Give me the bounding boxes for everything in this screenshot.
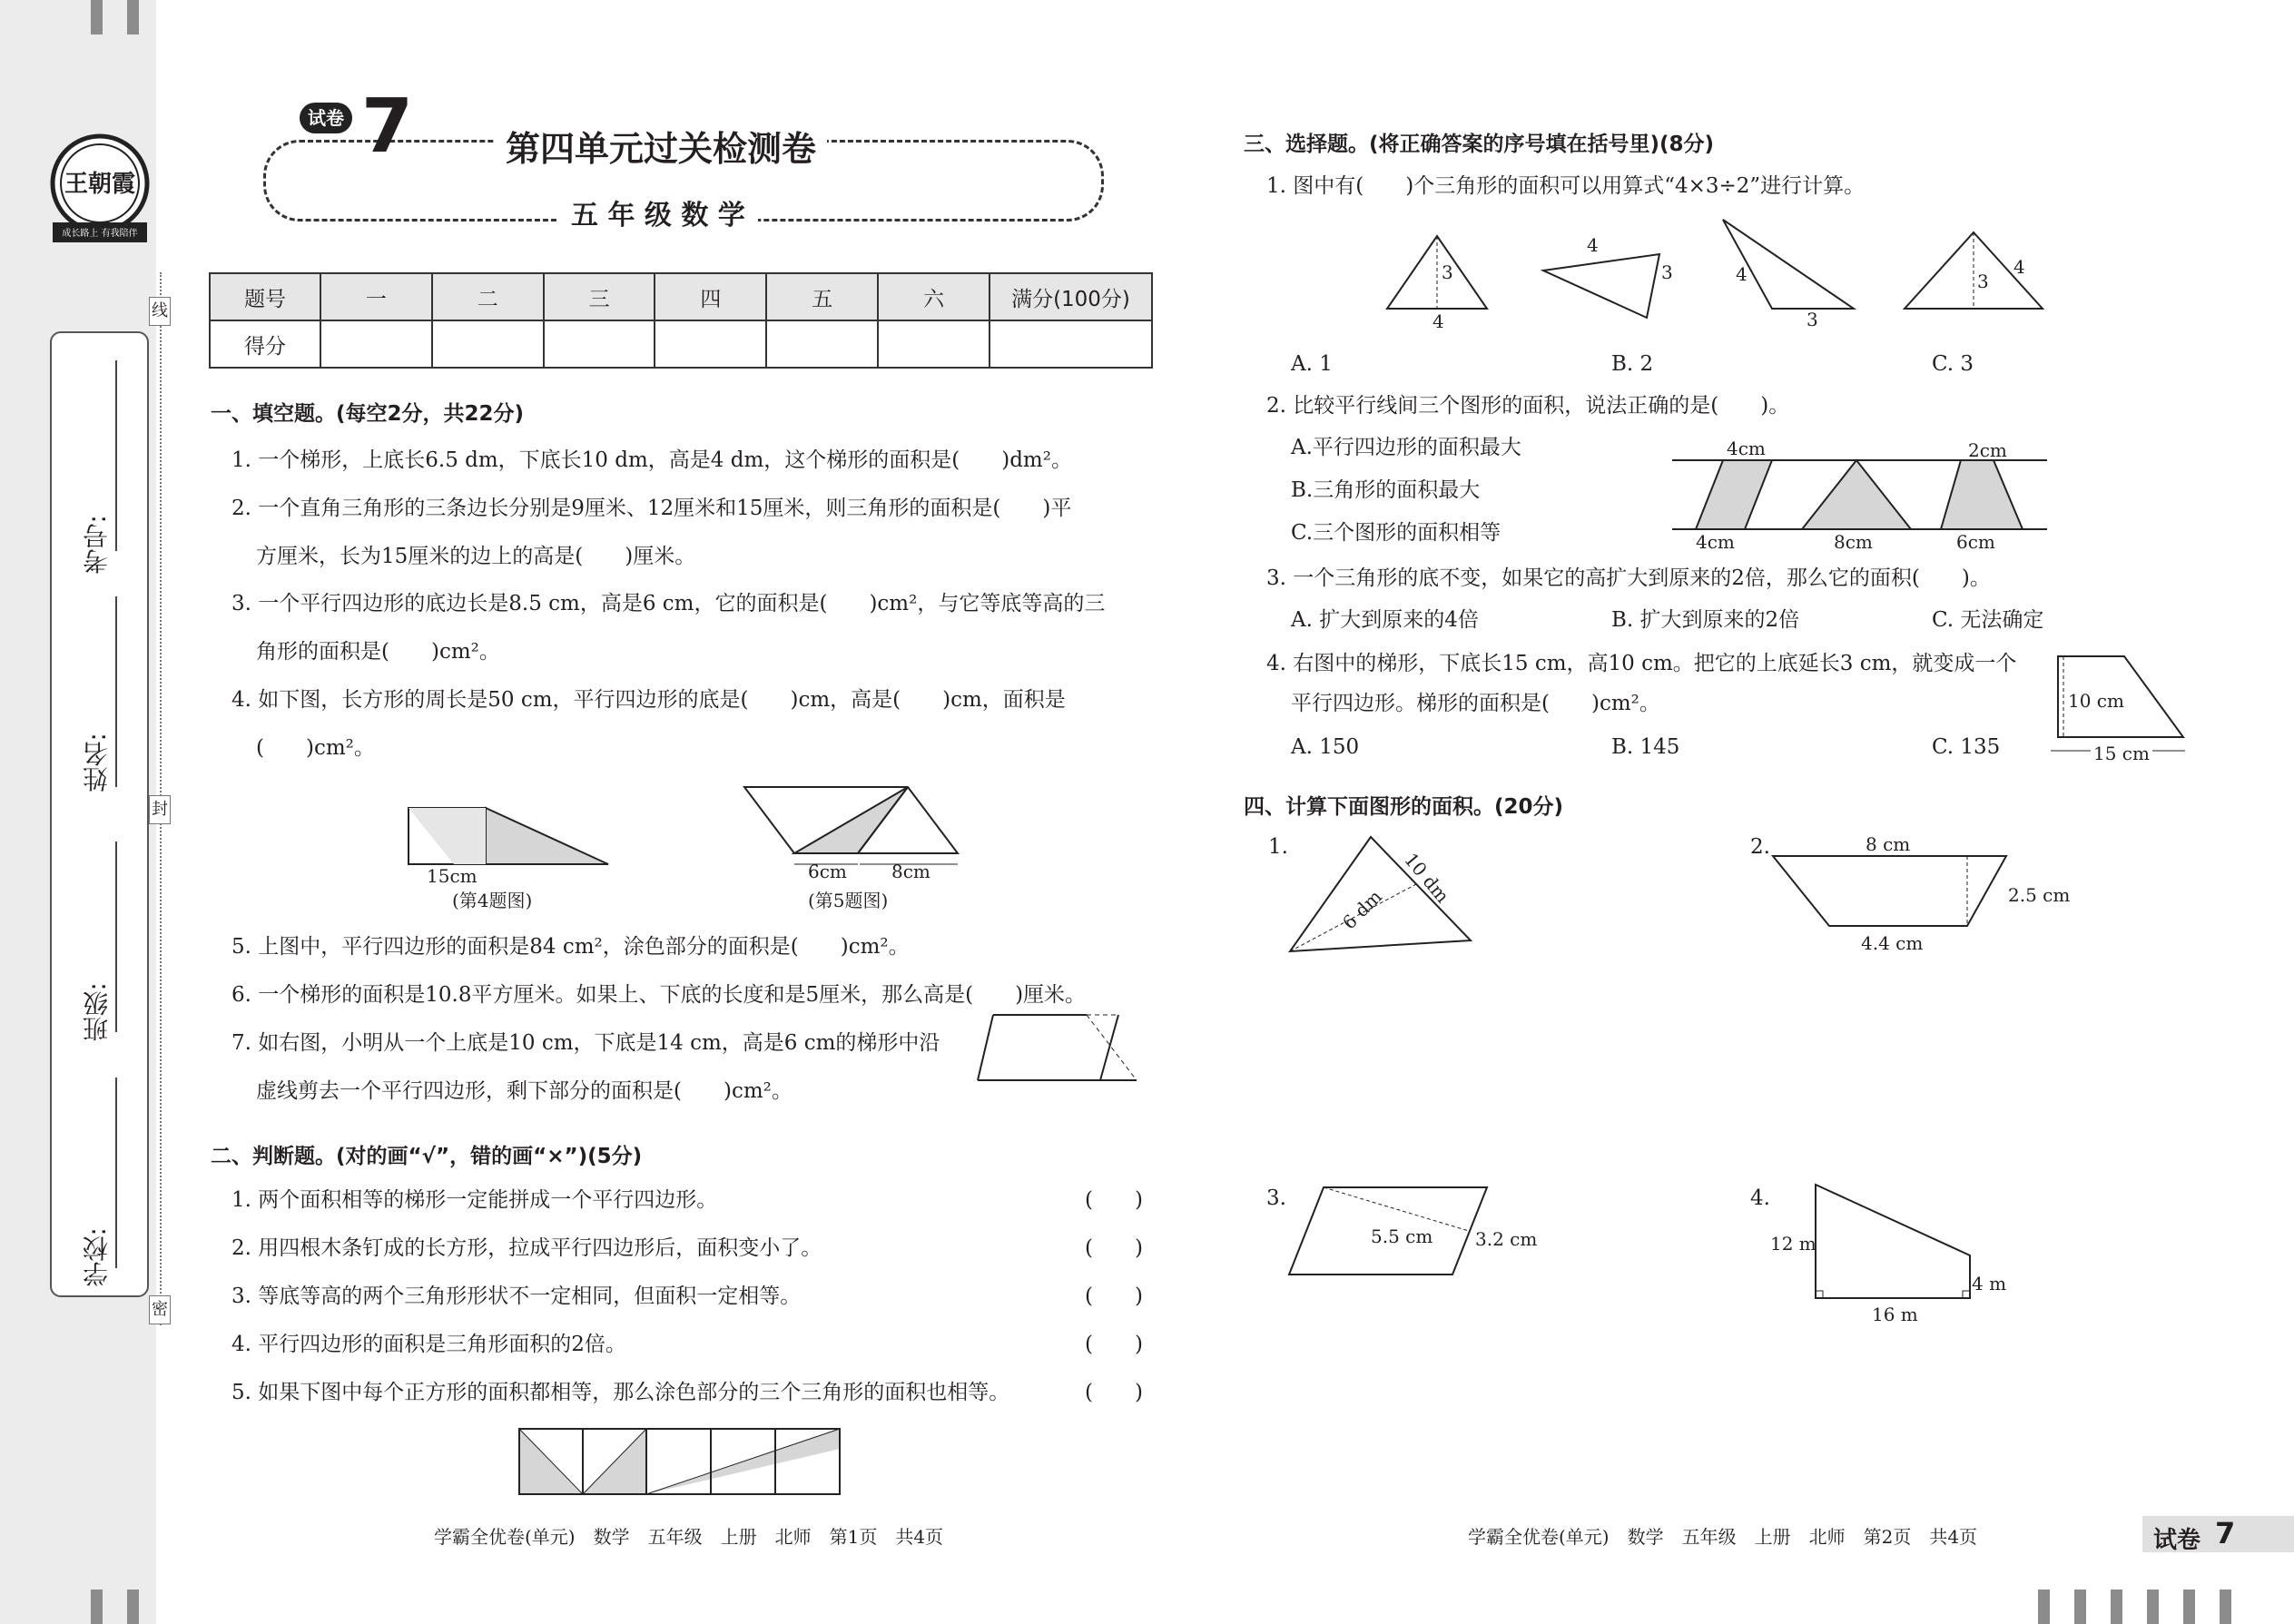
figure-number: 3. (1266, 1186, 1286, 1210)
option[interactable]: A. 扩大到原来的4倍 (1291, 608, 1479, 632)
footer-right: 学霸全优卷(单元) 数学 五年级 上册 北师 第2页 共4页 (1468, 1526, 1978, 1548)
cut-label: 线 (149, 297, 171, 326)
answer-paren[interactable]: ( ) (1085, 1236, 1143, 1260)
fig5-label-a: 6cm (808, 861, 847, 882)
table-cell: 五 (766, 273, 878, 320)
tri-label: 3 (1977, 271, 1989, 292)
score-cell[interactable] (989, 320, 1152, 368)
page-title: 第四单元过关检测卷 (495, 121, 827, 171)
figure-number: 2. (1750, 835, 1770, 859)
option[interactable]: B. 扩大到原来的2倍 (1611, 608, 1800, 632)
option[interactable]: B. 145 (1611, 735, 1680, 759)
page-tag-label: 试卷 (2153, 1527, 2201, 1554)
figure-4-trapezoid (1811, 1180, 1974, 1303)
paper-badge: 试卷 (300, 103, 352, 133)
question-text: 2. 一个直角三角形的三条边长分别是9厘米、12厘米和15厘米，则三角形的面积是( )平 (231, 497, 1072, 520)
gutter-mark (2074, 1590, 2086, 1624)
score-cell[interactable] (320, 320, 432, 368)
class-line[interactable] (115, 842, 117, 1032)
tri-label: 4 (1433, 310, 1444, 332)
gutter-mark (127, 1590, 139, 1624)
option[interactable]: B. 2 (1611, 352, 1654, 376)
figure-number: 1. (1268, 835, 1288, 859)
score-cell[interactable] (655, 320, 766, 368)
question-text: 4. 如下图，长方形的周长是50 cm，平行四边形的底是( )cm，高是( )cm，面积是 (231, 688, 1066, 712)
question-text: 虚线剪去一个平行四边形，剩下部分的面积是( )cm²。 (256, 1079, 793, 1103)
fig4-label: 15cm (427, 865, 478, 887)
table-cell: 得分 (210, 320, 320, 368)
class-label: 班级: (82, 982, 112, 1042)
fig5-label-b: 8cm (891, 861, 930, 882)
fig-label: 2cm (1968, 439, 2007, 461)
table-cell: 六 (878, 273, 989, 320)
fig-label: 10 dm (1400, 848, 1454, 908)
fig-label: 8 cm (1866, 833, 1911, 855)
judge-item: 3. 等底等高的两个三角形形状不一定相同，但面积一定相等。 (231, 1284, 802, 1308)
option[interactable]: C.三个图形的面积相等 (1291, 521, 1501, 545)
footer-left: 学霸全优卷(单元) 数学 五年级 上册 北师 第1页 共4页 (434, 1526, 944, 1548)
table-header-row (210, 273, 1152, 320)
table-cell: 一 (320, 273, 432, 320)
fig4-caption: (第4题图) (452, 890, 533, 911)
fig-label: 4 m (1972, 1273, 2007, 1294)
gutter-mark (2038, 1590, 2050, 1624)
gutter-mark (91, 0, 103, 34)
question-text: 7. 如右图，小明从一个上底是10 cm，下底是14 cm，高是6 cm的梯形中沿 (231, 1031, 940, 1055)
table-cell: 二 (432, 273, 544, 320)
score-cell[interactable] (432, 320, 544, 368)
fig-label: 6cm (1956, 531, 1995, 553)
name-label: 姓名: (82, 733, 112, 792)
fig-label: 10 cm (2068, 690, 2124, 712)
answer-paren[interactable]: ( ) (1085, 1284, 1143, 1308)
fig-label: 16 m (1872, 1304, 1918, 1325)
option[interactable]: A. 1 (1291, 352, 1333, 376)
score-table (209, 272, 1153, 369)
fig-label: 15 cm (2091, 743, 2152, 764)
table-row (210, 320, 1152, 368)
question-text: 方厘米，长为15厘米的边上的高是( )厘米。 (256, 545, 696, 568)
score-cell[interactable] (878, 320, 989, 368)
figure-triangles (1380, 216, 2052, 334)
table-cell: 三 (544, 273, 655, 320)
fig-label: 4cm (1696, 531, 1735, 553)
tri-label: 4 (1587, 234, 1599, 256)
table-cell: 题号 (210, 273, 320, 320)
gutter-mark (2220, 1590, 2231, 1624)
school-label: 学校: (82, 1227, 112, 1287)
page-subtitle: 五 年 级 数 学 (558, 192, 758, 232)
question-text: 3. 一个平行四边形的底边长是8.5 cm，高是6 cm，它的面积是( )cm²，与它等底等高的三 (231, 592, 1106, 615)
tri-label: 3 (1807, 309, 1818, 330)
section-title: 一、填空题。(每空2分，共22分) (211, 402, 525, 426)
cut-label: 封 (149, 795, 171, 824)
fig-label: 2.5 cm (2008, 884, 2071, 906)
question-text: 6. 一个梯形的面积是10.8平方厘米。如果上、下底的长度和是5厘米，那么高是( )厘米。 (231, 983, 1087, 1007)
score-cell[interactable] (544, 320, 655, 368)
figure-parallel (1670, 449, 2052, 536)
question-text: 3. 一个三角形的底不变，如果它的高扩大到原来的2倍，那么它的面积( )。 (1266, 566, 1991, 590)
section-title: 二、判断题。(对的画“√”，错的画“×”)(5分) (211, 1145, 643, 1168)
score-cell[interactable] (766, 320, 878, 368)
exam-no-line[interactable] (115, 360, 117, 551)
fig-label: 3.2 cm (1475, 1228, 1538, 1250)
school-line[interactable] (115, 1078, 117, 1268)
table-cell: 四 (655, 273, 766, 320)
logo-name: 王朝霞 (64, 171, 135, 198)
gutter-mark (2147, 1590, 2159, 1624)
option[interactable]: C. 3 (1932, 352, 1974, 376)
figure-q7 (973, 1008, 1141, 1085)
option[interactable]: B.三角形的面积最大 (1291, 478, 1481, 502)
tri-label: 4 (2013, 256, 2025, 278)
question-text: 1. 一个梯形，上底长6.5 dm，下底长10 dm，高是4 dm，这个梯形的面积是( )dm²。 (231, 448, 1072, 472)
gutter-mark (91, 1590, 103, 1624)
gutter-mark (2111, 1590, 2122, 1624)
fig-label: 4cm (1727, 438, 1766, 459)
paper-number: 7 (361, 84, 414, 170)
judge-item: 4. 平行四边形的面积是三角形面积的2倍。 (231, 1333, 626, 1356)
exam-no-label: 考号: (82, 515, 112, 575)
question-text: 角形的面积是( )cm²。 (256, 640, 500, 664)
figure-q4 (399, 799, 617, 871)
option[interactable]: A. 150 (1291, 735, 1360, 759)
option[interactable]: C. 无法确定 (1932, 608, 2044, 632)
fig5-caption: (第5题图) (808, 890, 889, 911)
figure-q5 (740, 782, 967, 873)
judge-item: 1. 两个面积相等的梯形一定能拼成一个平行四边形。 (231, 1188, 718, 1212)
table-cell: 满分(100分) (989, 273, 1152, 320)
figure-number: 4. (1750, 1186, 1770, 1210)
section-title: 三、选择题。(将正确答案的序号填在括号里)(8分) (1244, 133, 1715, 156)
question-text: 4. 右图中的梯形，下底长15 cm，高10 cm。把它的上底延长3 cm，就变成一个 (1266, 652, 2017, 675)
question-text: 2. 比较平行线间三个图形的面积，说法正确的是( )。 (1266, 394, 1790, 418)
figure-2-trapezoid (1766, 849, 2011, 930)
question-text: ( )cm²。 (256, 736, 375, 760)
section-title: 四、计算下面图形的面积。(20分) (1244, 795, 1564, 819)
fig-label: 5.5 cm (1371, 1225, 1433, 1247)
question-text: 平行四边形。梯形的面积是( )cm²。 (1291, 692, 1660, 715)
fig-label: 6 dm (1337, 885, 1386, 934)
fig-label: 12 m (1770, 1233, 1816, 1255)
cut-label: 密 (149, 1295, 171, 1324)
gutter-mark (127, 0, 139, 34)
tri-label: 3 (1442, 261, 1453, 283)
option[interactable]: A.平行四边形的面积最大 (1291, 436, 1521, 459)
judge-item: 5. 如果下图中每个正方形的面积都相等，那么涂色部分的三个三角形的面积也相等。 (231, 1381, 1010, 1404)
fig-label: 4.4 cm (1861, 932, 1924, 954)
tri-label: 3 (1661, 261, 1673, 283)
answer-paren[interactable]: ( ) (1085, 1333, 1143, 1356)
publisher-logo (45, 127, 154, 250)
tri-label: 4 (1736, 263, 1748, 285)
judge-item: 2. 用四根木条钉成的长方形，拉成平行四边形后，面积变小了。 (231, 1236, 822, 1260)
answer-paren[interactable]: ( ) (1085, 1381, 1143, 1404)
question-text: 1. 图中有( )个三角形的面积可以用算式“4×3÷2”进行计算。 (1266, 174, 1866, 198)
gutter-mark (2183, 1590, 2195, 1624)
name-line[interactable] (115, 596, 117, 787)
figure-squares (517, 1427, 844, 1498)
logo-slogan: 成长路上 有我陪伴 (62, 229, 138, 239)
option[interactable]: C. 135 (1932, 735, 2001, 759)
answer-paren[interactable]: ( ) (1085, 1188, 1143, 1212)
student-info-box (50, 331, 149, 1297)
fig-label: 8cm (1834, 531, 1873, 553)
question-text: 5. 上图中，平行四边形的面积是84 cm²，涂色部分的面积是( )cm²。 (231, 935, 910, 959)
page-tag-number: 7 (2215, 1516, 2236, 1550)
